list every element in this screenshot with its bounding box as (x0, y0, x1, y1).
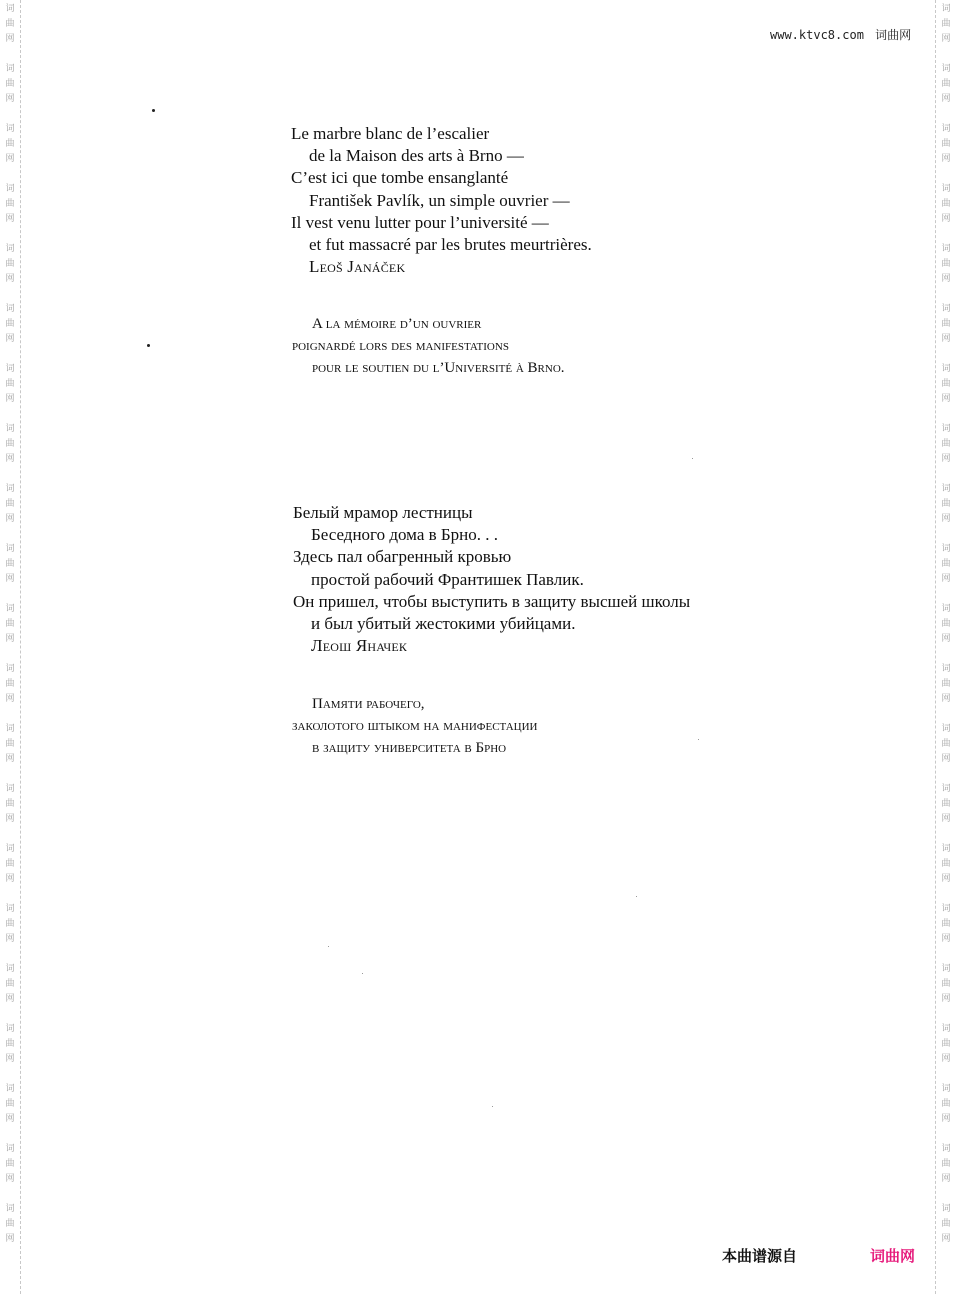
watermark-glyph: 网 (941, 1234, 951, 1244)
poem-line: František Pavlík, un simple ouvrier — (309, 190, 570, 210)
watermark-glyph-group (3, 722, 17, 767)
watermark-glyph: 词 (941, 964, 951, 974)
watermark-glyph: 词 (941, 64, 951, 74)
watermark-glyph-group (3, 902, 17, 947)
watermark-glyph: 曲 (5, 199, 15, 209)
watermark-glyph: 曲 (5, 1159, 15, 1169)
dedication-line: заколотого штыком на манифестации (292, 718, 538, 735)
site-url[interactable]: www.ktvc8.com (770, 28, 864, 42)
watermark-glyph: 曲 (941, 739, 951, 749)
watermark-glyph: 网 (941, 514, 951, 524)
watermark-glyph: 曲 (941, 259, 951, 269)
russian-poem (293, 502, 690, 657)
left-watermark-strip (0, 0, 21, 1294)
watermark-glyph: 曲 (5, 439, 15, 449)
watermark-glyph-group (3, 602, 17, 647)
watermark-glyph: 曲 (941, 799, 951, 809)
watermark-glyph: 词 (941, 1024, 951, 1034)
watermark-glyph-group (939, 1142, 953, 1187)
watermark-glyph: 网 (5, 994, 15, 1004)
watermark-glyph: 词 (5, 484, 15, 494)
watermark-glyph-group (3, 782, 17, 827)
watermark-glyph: 网 (5, 394, 15, 404)
watermark-glyph: 曲 (941, 1099, 951, 1109)
watermark-glyph: 网 (941, 394, 951, 404)
watermark-glyph: 网 (5, 1114, 15, 1124)
watermark-glyph: 曲 (5, 559, 15, 569)
watermark-glyph: 曲 (941, 19, 951, 29)
scan-speck (698, 739, 699, 740)
watermark-glyph: 词 (5, 664, 15, 674)
watermark-glyph-group (939, 722, 953, 767)
watermark-glyph: 网 (941, 814, 951, 824)
watermark-glyph: 网 (5, 1054, 15, 1064)
watermark-glyph-group (939, 362, 953, 407)
watermark-glyph: 曲 (941, 1159, 951, 1169)
dedication-line: A la mémoire d’un ouvrier (312, 316, 482, 332)
poem-line: C’est ici que tombe ensanglanté (291, 168, 509, 188)
watermark-glyph: 曲 (941, 379, 951, 389)
watermark-glyph: 网 (5, 814, 15, 824)
watermark-glyph-group (3, 302, 17, 347)
watermark-glyph-group (939, 1022, 953, 1067)
watermark-glyph: 曲 (941, 979, 951, 989)
watermark-glyph: 网 (941, 994, 951, 1004)
poem-line: et fut massacré par les brutes meurtrières. (309, 235, 592, 255)
watermark-glyph: 曲 (941, 559, 951, 569)
watermark-glyph: 词 (5, 64, 15, 74)
watermark-glyph-group (939, 542, 953, 587)
watermark-glyph: 词 (941, 1204, 951, 1214)
watermark-glyph-group (3, 122, 17, 167)
watermark-glyph: 曲 (941, 859, 951, 869)
watermark-glyph: 词 (941, 424, 951, 434)
watermark-glyph-group (939, 482, 953, 527)
watermark-glyph: 网 (5, 634, 15, 644)
watermark-glyph: 词 (5, 1024, 15, 1034)
dedication-line: pour le soutien du l’Université à Brno. (312, 360, 565, 377)
watermark-glyph: 曲 (5, 379, 15, 389)
watermark-glyph-group (939, 122, 953, 167)
watermark-glyph-group (939, 422, 953, 467)
scan-speck (362, 973, 363, 974)
watermark-glyph: 曲 (941, 319, 951, 329)
watermark-glyph: 网 (941, 34, 951, 44)
watermark-glyph-group (939, 842, 953, 887)
watermark-glyph-group (3, 62, 17, 107)
watermark-glyph: 词 (941, 904, 951, 914)
watermark-glyph-group (939, 902, 953, 947)
poem-line: de la Maison des arts à Brno — (309, 146, 524, 166)
watermark-glyph: 曲 (941, 919, 951, 929)
watermark-glyph: 网 (5, 94, 15, 104)
watermark-glyph: 网 (5, 454, 15, 464)
watermark-glyph: 词 (5, 244, 15, 254)
watermark-glyph: 词 (941, 304, 951, 314)
poem-line: Белый мрамор лестницы (293, 503, 473, 522)
watermark-glyph: 曲 (5, 859, 15, 869)
watermark-glyph: 曲 (5, 619, 15, 629)
watermark-glyph: 网 (941, 274, 951, 284)
watermark-glyph: 曲 (5, 139, 15, 149)
watermark-glyph-group (939, 242, 953, 287)
watermark-glyph-group (3, 1082, 17, 1127)
watermark-glyph: 词 (941, 724, 951, 734)
watermark-glyph: 网 (5, 334, 15, 344)
watermark-glyph: 词 (941, 244, 951, 254)
poem-author: Leoš Janáček (309, 257, 406, 277)
watermark-glyph-group (3, 2, 17, 47)
watermark-glyph-group (3, 1022, 17, 1067)
scan-speck (636, 896, 637, 897)
watermark-glyph: 网 (5, 934, 15, 944)
watermark-glyph-group (3, 842, 17, 887)
watermark-glyph: 网 (5, 1174, 15, 1184)
scan-speck (492, 1106, 493, 1107)
poem-line: и был убитый жестокими убийцами. (311, 614, 576, 634)
watermark-glyph: 词 (941, 4, 951, 14)
watermark-glyph: 网 (5, 1234, 15, 1244)
watermark-glyph: 网 (5, 154, 15, 164)
watermark-glyph: 曲 (5, 979, 15, 989)
watermark-glyph: 曲 (5, 79, 15, 89)
watermark-glyph: 词 (5, 1144, 15, 1154)
watermark-glyph: 网 (5, 694, 15, 704)
watermark-glyph: 词 (941, 1084, 951, 1094)
watermark-glyph: 网 (941, 154, 951, 164)
watermark-glyph: 网 (941, 634, 951, 644)
watermark-glyph: 词 (941, 184, 951, 194)
watermark-glyph: 曲 (941, 199, 951, 209)
watermark-glyph-group (939, 962, 953, 1007)
watermark-glyph-group (939, 602, 953, 647)
watermark-glyph: 词 (5, 844, 15, 854)
watermark-glyph: 曲 (5, 919, 15, 929)
watermark-glyph: 词 (941, 544, 951, 554)
watermark-glyph: 曲 (5, 1219, 15, 1229)
watermark-glyph: 曲 (941, 439, 951, 449)
watermark-glyph-group (939, 782, 953, 827)
watermark-glyph: 网 (941, 1174, 951, 1184)
watermark-glyph: 词 (5, 424, 15, 434)
poem-line: Беседного дома в Брно. . . (311, 525, 498, 545)
watermark-glyph: 曲 (941, 1219, 951, 1229)
site-name: 词曲网 (875, 28, 912, 42)
watermark-glyph-group (939, 2, 953, 47)
watermark-glyph: 网 (941, 1054, 951, 1064)
watermark-glyph: 网 (5, 874, 15, 884)
watermark-glyph: 网 (5, 34, 15, 44)
watermark-glyph: 网 (941, 214, 951, 224)
scan-speck (328, 946, 329, 947)
scan-speck (692, 458, 693, 459)
russian-dedication (292, 693, 538, 760)
watermark-glyph: 曲 (941, 499, 951, 509)
watermark-glyph: 词 (5, 304, 15, 314)
watermark-glyph: 曲 (941, 79, 951, 89)
watermark-glyph: 词 (5, 544, 15, 554)
watermark-glyph: 网 (941, 874, 951, 884)
watermark-glyph: 网 (941, 574, 951, 584)
poem-line: Здесь пал обагренный кровью (293, 547, 512, 567)
watermark-glyph: 网 (5, 514, 15, 524)
watermark-glyph: 词 (5, 724, 15, 734)
watermark-glyph: 网 (5, 754, 15, 764)
watermark-glyph: 词 (5, 784, 15, 794)
watermark-glyph: 网 (5, 214, 15, 224)
watermark-glyph: 网 (941, 334, 951, 344)
watermark-glyph-group (3, 182, 17, 227)
scan-speck (147, 344, 150, 347)
watermark-glyph: 词 (5, 1084, 15, 1094)
watermark-glyph: 词 (5, 904, 15, 914)
watermark-glyph-group (3, 1202, 17, 1247)
watermark-glyph: 网 (5, 574, 15, 584)
watermark-glyph-group (939, 62, 953, 107)
watermark-glyph: 网 (941, 94, 951, 104)
poem-author: Леош Яначек (311, 636, 408, 656)
watermark-glyph: 网 (5, 274, 15, 284)
watermark-glyph: 词 (5, 124, 15, 134)
watermark-glyph: 曲 (941, 679, 951, 689)
watermark-glyph-group (3, 422, 17, 467)
watermark-glyph: 词 (5, 604, 15, 614)
site-url-header[interactable] (770, 26, 911, 43)
watermark-glyph: 词 (941, 364, 951, 374)
dedication-line: в защиту университета в Брно (312, 740, 507, 757)
watermark-glyph: 词 (941, 664, 951, 674)
watermark-glyph: 曲 (941, 1039, 951, 1049)
watermark-glyph-group (939, 1202, 953, 1247)
watermark-glyph: 曲 (5, 799, 15, 809)
watermark-glyph-group (3, 242, 17, 287)
watermark-glyph: 曲 (941, 619, 951, 629)
watermark-glyph: 曲 (5, 1039, 15, 1049)
watermark-glyph-group (3, 482, 17, 527)
french-poem (291, 123, 592, 278)
scan-speck (152, 109, 155, 112)
watermark-glyph: 网 (941, 454, 951, 464)
footer-source-label: 本曲谱源自 (722, 1247, 798, 1265)
watermark-glyph-group (939, 182, 953, 227)
watermark-glyph-group (3, 542, 17, 587)
watermark-glyph: 词 (941, 604, 951, 614)
watermark-glyph: 网 (941, 694, 951, 704)
watermark-glyph: 网 (941, 934, 951, 944)
french-dedication (292, 313, 565, 380)
watermark-glyph: 词 (5, 964, 15, 974)
watermark-glyph: 曲 (5, 1099, 15, 1109)
poem-line: Он пришел, чтобы выступить в защиту высшей школы (293, 591, 691, 611)
watermark-glyph: 曲 (5, 259, 15, 269)
watermark-glyph: 词 (941, 124, 951, 134)
watermark-glyph: 词 (941, 844, 951, 854)
watermark-glyph: 曲 (941, 139, 951, 149)
watermark-glyph-group (3, 362, 17, 407)
right-watermark-strip (935, 0, 956, 1294)
watermark-glyph-group (939, 302, 953, 347)
watermark-glyph-group (939, 662, 953, 707)
dedication-line: poignardé lors des manifestations (292, 338, 509, 355)
watermark-glyph: 词 (941, 1144, 951, 1154)
watermark-glyph: 网 (941, 1114, 951, 1124)
poem-line: Le marbre blanc de l’escalier (291, 124, 490, 143)
watermark-glyph: 词 (5, 184, 15, 194)
poem-line: простой рабочий Франтишек Павлик. (311, 569, 584, 589)
dedication-line: Памяти рабочего, (312, 696, 425, 712)
watermark-glyph-group (3, 662, 17, 707)
poem-line: Il vest venu lutter pour l’université — (291, 212, 549, 232)
watermark-glyph-group (939, 1082, 953, 1127)
footer-brand-link[interactable]: 词曲网 (870, 1247, 916, 1265)
watermark-glyph: 网 (941, 754, 951, 764)
watermark-glyph: 曲 (5, 679, 15, 689)
watermark-glyph-group (3, 1142, 17, 1187)
watermark-glyph: 词 (5, 4, 15, 14)
watermark-glyph: 词 (5, 1204, 15, 1214)
watermark-glyph-group (3, 962, 17, 1007)
watermark-glyph: 曲 (5, 739, 15, 749)
watermark-glyph: 词 (941, 784, 951, 794)
watermark-glyph: 词 (5, 364, 15, 374)
watermark-glyph: 词 (941, 484, 951, 494)
watermark-glyph: 曲 (5, 19, 15, 29)
watermark-glyph: 曲 (5, 499, 15, 509)
watermark-glyph: 曲 (5, 319, 15, 329)
